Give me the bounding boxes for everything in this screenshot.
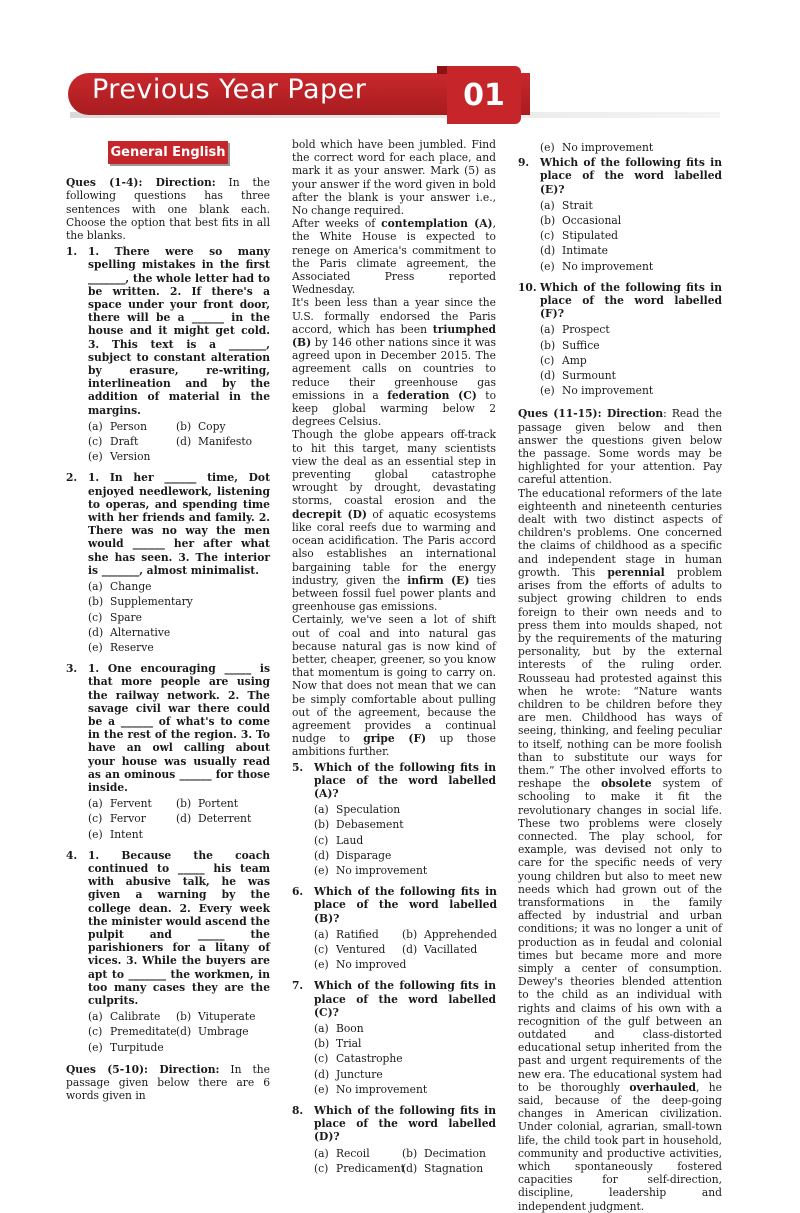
option-text: Person xyxy=(110,419,147,433)
option-label: (b) xyxy=(176,1010,192,1024)
answer-option[interactable] xyxy=(176,1025,270,1038)
answer-option[interactable] xyxy=(540,244,722,257)
answer-options xyxy=(540,323,722,397)
option-text: Umbrage xyxy=(198,1025,249,1039)
paper-number-badge: 01 xyxy=(447,66,521,124)
option-text: Calibrate xyxy=(110,1010,161,1024)
question-text: Which of the following fits in place of the word labelled (F)? xyxy=(540,280,722,321)
answer-option[interactable] xyxy=(314,1147,402,1160)
answer-options xyxy=(314,1147,496,1175)
option-text: Trial xyxy=(336,1037,362,1051)
answer-option[interactable] xyxy=(314,849,496,862)
answer-option[interactable] xyxy=(314,834,496,847)
answer-option[interactable] xyxy=(88,641,270,654)
question-body xyxy=(314,885,497,971)
question-number: 4. xyxy=(66,848,78,862)
answer-options xyxy=(314,928,497,972)
option-label: (d) xyxy=(88,625,104,639)
option-text: Draft xyxy=(110,435,139,449)
passage-text: After weeks of xyxy=(292,217,382,231)
answer-option[interactable] xyxy=(88,828,270,841)
question-body xyxy=(88,471,270,654)
option-text: Stagnation xyxy=(424,1161,484,1175)
option-label: (d) xyxy=(176,812,192,826)
question-list xyxy=(66,245,270,1054)
question-number: 6. xyxy=(292,885,304,899)
option-label: (b) xyxy=(540,214,556,228)
column-middle xyxy=(292,138,496,1175)
option-label: (d) xyxy=(176,435,192,449)
option-text: No improvement xyxy=(562,141,654,154)
option-text: Premeditate xyxy=(110,1025,177,1039)
answer-option[interactable] xyxy=(540,229,722,242)
column-left xyxy=(66,138,270,1102)
answer-options xyxy=(314,803,496,877)
option-label: (a) xyxy=(314,1022,329,1035)
option-label: (d) xyxy=(176,1025,192,1039)
answer-option[interactable] xyxy=(540,214,722,227)
passage-text: problem arises from the efforts of adults to subject growing children to ends foreign to their own needs and to press them into moulds shaped, not by the requirements of the maturing personality, but by the external interests of the ruling order. Rousseau had protested against this when he wrote: “Nature wants children to be children before they are men. Childhood has ways of seeing, thinking, and feeling peculiar to itself, nothing can be more foolish than to substitute our ways for them.” The other involved efforts to reshape the xyxy=(518,565,722,791)
question-item xyxy=(292,761,496,878)
option-label: (a) xyxy=(88,419,103,433)
passage-text: to keep global warming below 2 degrees Celsius. xyxy=(292,388,496,429)
option-label: (b) xyxy=(314,1037,330,1051)
question-text: 1. Because the coach continued to _____ his team with abusive talk, he was given a warning by the college dean. 2. Every week the minister would ascend the pulpit and _____ the parishioners for a litany of vices. 3. While the buyers are apt to _______ the workmen, in too many cases they are the culprits. xyxy=(88,848,270,1007)
option-text: Intimate xyxy=(562,244,608,258)
answer-option[interactable] xyxy=(314,928,402,941)
option-label: (a) xyxy=(314,927,329,941)
passage-text: The educational reformers of the late eighteenth and nineteenth centuries dealt with two distinct aspects of children's problems. One concerned the claims of childhood as a specific and independent stage in human growth. This xyxy=(518,486,722,579)
question-text: 1. There were so many spelling mistakes in the first _______, the whole letter had to be written. 2. If there's a space under your front door, there will be a ______ in the house and it might get cold. 3. This text is a _______, subject to constant alteration by erasure, re-writing, interlineation and by the addition of material in the margins. xyxy=(88,245,270,417)
answer-option[interactable] xyxy=(88,450,270,463)
option-text: Fervent xyxy=(110,797,152,811)
column-right xyxy=(518,138,722,1213)
question-number: 10. xyxy=(518,280,537,294)
answer-option[interactable] xyxy=(540,369,722,382)
option-text: Ratified xyxy=(336,927,379,941)
question-text: Which of the following fits in place of the word labelled (B)? xyxy=(314,885,497,925)
option-text: Vituperate xyxy=(198,1010,256,1024)
question-item xyxy=(292,885,496,971)
carried-option xyxy=(518,141,722,154)
option-text: Vacillated xyxy=(424,942,478,956)
answer-option[interactable] xyxy=(402,1162,496,1175)
question-text: Which of the following fits in place of the word labelled (D)? xyxy=(314,1104,496,1144)
question-body xyxy=(314,761,496,878)
option-text: Decimation xyxy=(424,1146,486,1160)
direction-1-4 xyxy=(66,176,270,242)
answer-option[interactable] xyxy=(88,580,270,593)
direction-text: In the following questions has three sentences with one blank each. Choose the option that best fits in all the blanks. xyxy=(66,176,270,243)
answer-option[interactable] xyxy=(540,354,722,367)
option-text: Stipulated xyxy=(562,229,619,243)
answer-option[interactable] xyxy=(88,611,270,624)
question-item xyxy=(292,979,496,1096)
option-label: (e) xyxy=(540,259,555,273)
option-text: Turpitude xyxy=(110,1040,164,1054)
question-number: 7. xyxy=(292,979,304,993)
option-text: Supplementary xyxy=(110,595,193,609)
option-text: Spare xyxy=(110,610,142,624)
question-number: 8. xyxy=(292,1104,304,1118)
option-label: (b) xyxy=(176,797,192,811)
option-label: (c) xyxy=(88,610,103,624)
option-label: (a) xyxy=(88,797,103,811)
answer-options xyxy=(88,420,270,464)
question-item xyxy=(518,156,722,273)
question-number: 9. xyxy=(518,156,530,170)
passage-text: Though the globe appears off-track to hit this target, many scientists view the deal as an essential step in preventing global catastrophe wrought by drought, devastating storms, coastal erosion and the xyxy=(292,428,496,508)
option-label: (b) xyxy=(402,1146,418,1160)
answer-option[interactable] xyxy=(314,864,496,877)
option-text: Deterrent xyxy=(198,812,252,826)
option-text: Strait xyxy=(562,198,593,212)
answer-option[interactable] xyxy=(88,797,176,810)
option-label: (b) xyxy=(314,818,330,832)
passage-text: system of schooling to make it fit the revolutionary changes in social life. These two problems were closely connected. The play school, for example, was devised not only to care for the specific needs of very young children but also to meet new needs which had grown out of the transformations in the family affected by industrial and urban conditions; it was no longer a unit of production as in feudal and colonial times but became more and more simply a center of consumption. Dewey's theories blended attention to the child as an individual with rights and claims of his own with a recognition of the gulf between an outdated and class-distorted educational setup inherited from the past and urgent requirements of the new era. The educational system had to be thoroughly xyxy=(518,777,722,1094)
option-label: (b) xyxy=(402,927,418,941)
section-title: General English xyxy=(108,141,228,164)
answer-option[interactable] xyxy=(176,435,270,448)
question-body xyxy=(314,979,496,1096)
answer-option[interactable] xyxy=(176,797,270,810)
answer-option[interactable] xyxy=(176,420,270,433)
option-label: (c) xyxy=(88,435,103,449)
answer-option[interactable] xyxy=(540,339,722,352)
passage-text: Certainly, we've seen a lot of shift out of coal and into natural gas because natural gas is now kind of better, cheaper, greener, so you know that momentum is going to carry on. Now that does not mean that we can be simply comfortable about pulling out of the agreement, because the agreement provides a continual nudge to xyxy=(292,613,496,746)
answer-option[interactable] xyxy=(540,260,722,273)
option-label: (c) xyxy=(88,812,103,826)
answer-option[interactable] xyxy=(540,199,722,212)
option-label: (b) xyxy=(176,419,192,433)
answer-option[interactable] xyxy=(88,1025,176,1038)
question-text: Which of the following fits in place of the word labelled (E)? xyxy=(540,156,722,196)
bold-word: infirm (E) xyxy=(407,573,470,587)
option-label: (a) xyxy=(88,1010,103,1024)
option-text: Predicament xyxy=(336,1161,405,1175)
answer-option[interactable] xyxy=(402,943,497,956)
answer-option[interactable] xyxy=(88,420,176,433)
option-text: Surmount xyxy=(562,369,616,383)
question-list xyxy=(292,761,496,1175)
question-number: 3. xyxy=(66,662,78,676)
bold-word: perennial xyxy=(607,565,665,579)
option-label: (c) xyxy=(314,942,329,956)
option-text: Fervor xyxy=(110,812,146,826)
option-label: (a) xyxy=(88,580,103,594)
answer-option[interactable] xyxy=(88,626,270,639)
answer-option[interactable] xyxy=(176,1010,270,1023)
direction-11-15 xyxy=(518,407,722,486)
bold-word: obsolete xyxy=(601,777,652,791)
option-text: Prospect xyxy=(562,323,610,337)
passage-paragraph xyxy=(292,613,496,758)
option-text: Boon xyxy=(336,1022,364,1035)
option-label: (d) xyxy=(402,1161,418,1175)
question-body xyxy=(540,156,722,273)
passage-text: up those ambitions further. xyxy=(292,732,496,759)
question-text: Which of the following fits in place of the word labelled (C)? xyxy=(314,979,496,1019)
passage-text: , he said, because of the deep-going changes in American civilization. Under colonial, agrarian, small-town life, the child took part in household, community and productive activities, which spontaneously fostered capacities for self-direction, discipline, leadership and independent judgment. xyxy=(518,1080,722,1213)
question-body xyxy=(88,849,270,1054)
bold-word: federation (C) xyxy=(387,388,477,402)
option-label: (e) xyxy=(540,141,555,154)
option-label: (d) xyxy=(314,1067,330,1081)
option-label: (d) xyxy=(314,848,330,862)
answer-option[interactable] xyxy=(88,1041,270,1054)
answer-options xyxy=(88,1010,270,1054)
direction-label: Ques (11-15): Direction xyxy=(518,407,664,421)
answer-option[interactable] xyxy=(314,1083,496,1096)
option-text: Ventured xyxy=(336,942,386,956)
question-body xyxy=(540,281,722,398)
answer-option[interactable] xyxy=(88,1010,176,1023)
bold-word: gripe (F) xyxy=(363,732,427,746)
option-label: (b) xyxy=(88,595,104,609)
question-number: 5. xyxy=(292,760,304,774)
option-label: (c) xyxy=(540,353,555,367)
option-label: (c) xyxy=(314,833,329,847)
answer-option[interactable] xyxy=(314,1161,405,1175)
answer-option[interactable] xyxy=(314,1052,496,1065)
question-item xyxy=(66,662,270,841)
option-label: (e) xyxy=(314,863,329,877)
passage-text: , the White House is expected to renege on America's commitment to the Paris climate agreement, the Associated Press reported Wednesday. xyxy=(292,217,496,297)
option-label: (e) xyxy=(88,827,103,841)
option-label: (e) xyxy=(314,1082,329,1096)
answer-options xyxy=(88,797,270,841)
option-label: (a) xyxy=(314,1146,329,1160)
direction-label: Ques (1-4): Direction: xyxy=(66,176,216,190)
option-text: Speculation xyxy=(336,803,401,817)
answer-options xyxy=(88,580,270,654)
option-text: No improvement xyxy=(336,863,428,877)
direction-text: : Read the passage given below and then answer the questions given below the passage. Some words may be highlighted for your attention. Pay careful attention. xyxy=(518,407,722,487)
passage-paragraph: bold which have been jumbled. Find the correct word for each place, and mark it as your answer. Mark (5) as your answer if the word given in bold after the blank is your answer i.e., No change required. xyxy=(292,138,496,218)
question-item xyxy=(66,849,270,1054)
bold-word: contemplation (A) xyxy=(381,217,493,231)
option-label: (d) xyxy=(540,244,556,258)
answer-options xyxy=(314,1022,496,1096)
direction-label: Ques (5-10): Direction: xyxy=(66,1062,220,1076)
option-text: Catastrophe xyxy=(336,1052,403,1066)
option-text: Intent xyxy=(110,827,143,841)
option-text: Amp xyxy=(562,353,587,367)
option-text: Occasional xyxy=(562,214,622,228)
bold-word: overhauled xyxy=(629,1080,696,1094)
option-label: (a) xyxy=(540,198,555,212)
page-title: Previous Year Paper xyxy=(92,74,367,105)
option-text: Recoil xyxy=(336,1146,370,1160)
passage-text: by 146 other nations since it was agreed upon in December 2015. The agreement calls on countries to reduce their greenhouse gas emissions in a xyxy=(292,336,496,402)
question-number: 1. xyxy=(66,245,78,259)
passage-paragraph xyxy=(292,428,496,613)
option-label: (b) xyxy=(540,338,556,352)
passage-text: of aquatic ecosystems like coral reefs due to warming and ocean acidification. The Paris accord also establishes an international bargaining table for the energy industry, given the xyxy=(292,507,496,587)
option-label: (d) xyxy=(540,369,556,383)
option-label: (c) xyxy=(88,1025,103,1039)
question-text: 1. One encouraging _____ is that more people are using the railway network. 2. The savage civil war there could be a ______ of what's to come in the rest of the region. 3. To have an owl calling about your house was usually read as an ominous ______ for those inside. xyxy=(88,662,270,794)
option-label: (c) xyxy=(314,1161,329,1175)
option-text: Suffice xyxy=(562,338,600,352)
option-text: No improvement xyxy=(562,384,654,398)
question-text: 1. In her ______ time, Dot enjoyed needlework, listening to operas, and spending time with her friends and family. 2. There was no way the men would ______ her after what she has seen. 3. The interior is _______, almost minimalist. xyxy=(88,471,270,577)
answer-option[interactable] xyxy=(314,958,497,971)
passage-paragraph xyxy=(292,217,496,296)
answer-option[interactable] xyxy=(314,1022,496,1035)
option-text: Debasement xyxy=(336,818,404,832)
option-label: (c) xyxy=(314,1052,329,1066)
question-item xyxy=(292,1104,496,1175)
answer-option[interactable] xyxy=(540,323,722,336)
answer-option[interactable] xyxy=(402,1147,496,1160)
answer-option[interactable] xyxy=(314,818,496,831)
direction-text: In the passage given below there are 6 words given in xyxy=(66,1062,270,1103)
answer-option[interactable] xyxy=(540,384,722,397)
question-text: Which of the following fits in place of the word labelled (A)? xyxy=(314,760,496,800)
question-item xyxy=(66,471,270,654)
question-list xyxy=(518,156,722,397)
question-number: 2. xyxy=(66,471,78,485)
option-text: Disparage xyxy=(336,848,392,862)
option-label: (d) xyxy=(402,942,418,956)
page-header-banner xyxy=(0,0,800,130)
question-body xyxy=(88,245,270,463)
bold-word: triumphed (B) xyxy=(292,322,496,350)
question-item xyxy=(518,281,722,398)
question-body xyxy=(88,662,270,841)
passage-paragraph xyxy=(292,296,496,428)
option-label: (e) xyxy=(540,384,555,398)
passage-11-15 xyxy=(518,487,722,1213)
option-label: (c) xyxy=(540,229,555,243)
answer-options xyxy=(540,199,722,273)
option-text: Copy xyxy=(198,419,226,433)
option-text: Laud xyxy=(336,833,364,847)
passage-text: It's been less than a year since the U.S. formally endorsed the Paris accord, which has been xyxy=(292,296,496,336)
answer-option[interactable] xyxy=(314,1037,496,1050)
question-body xyxy=(314,1104,496,1175)
passage-5-10 xyxy=(292,138,496,759)
option-text: Version xyxy=(110,450,151,464)
option-text: Reserve xyxy=(110,640,154,654)
answer-option[interactable] xyxy=(88,595,270,608)
answer-option[interactable] xyxy=(314,1068,496,1081)
bold-word: decrepit (D) xyxy=(292,507,367,521)
option-text: Portent xyxy=(198,797,239,811)
direction-5-10 xyxy=(66,1063,270,1103)
option-text: No improvement xyxy=(562,259,654,273)
option-text: No improved xyxy=(336,958,407,972)
option-text: No improvement xyxy=(336,1082,428,1096)
answer-option[interactable] xyxy=(402,928,497,941)
answer-option[interactable] xyxy=(176,812,270,825)
option-text: Juncture xyxy=(336,1067,383,1081)
option-label: (e) xyxy=(88,450,103,464)
option-label: (a) xyxy=(314,803,329,817)
option-text: Apprehended xyxy=(424,927,497,941)
option-label: (a) xyxy=(540,323,555,337)
option-text: Manifesto xyxy=(198,435,253,449)
option-label: (e) xyxy=(88,1040,103,1054)
answer-option[interactable] xyxy=(88,435,176,448)
answer-option[interactable] xyxy=(314,943,402,956)
option-label: (e) xyxy=(88,640,103,654)
option-text: Change xyxy=(110,580,152,594)
answer-option[interactable] xyxy=(314,803,496,816)
passage-text: ties between fossil fuel power plants and greenhouse gas emissions. xyxy=(292,573,496,614)
option-text: Alternative xyxy=(110,625,171,639)
option-label: (e) xyxy=(314,958,329,972)
answer-option[interactable] xyxy=(88,812,176,825)
answer-option[interactable] xyxy=(540,141,722,154)
question-item xyxy=(66,245,270,463)
